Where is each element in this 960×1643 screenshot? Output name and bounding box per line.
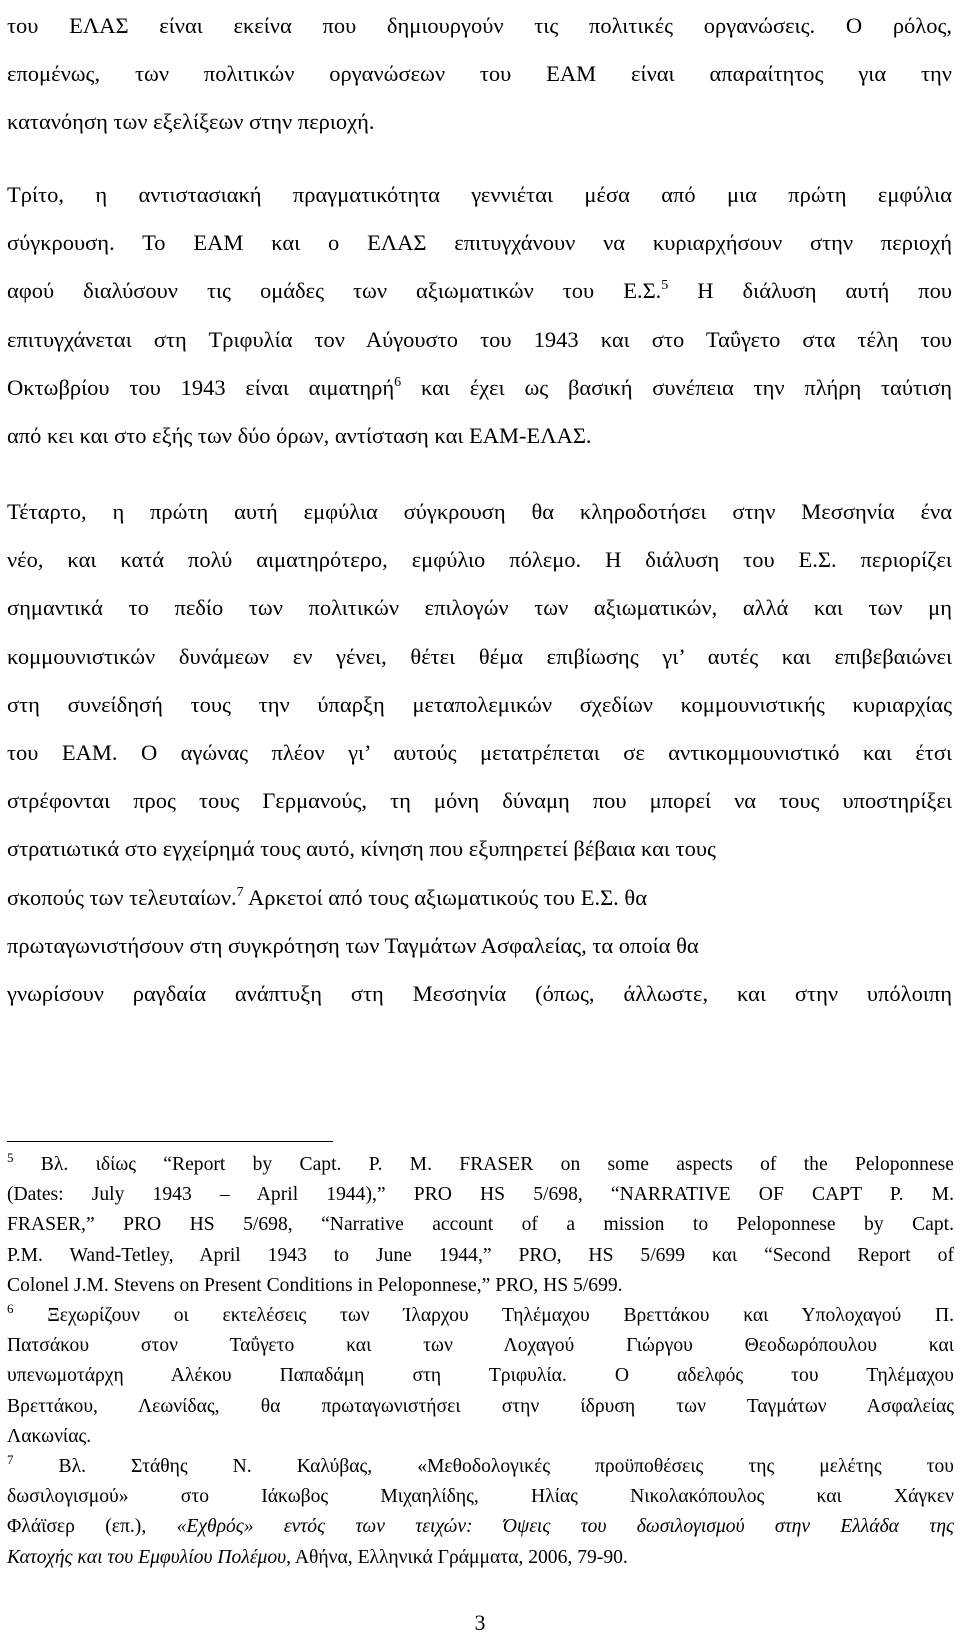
footnote-ref-5[interactable]: 5: [661, 278, 669, 294]
footnote-line: [7, 1150, 954, 1180]
footnote-line: P.M. Wand-Tetley, April 1943 to June 1944,” PRO, HS 5/699 και “Second Report of: [7, 1244, 954, 1266]
text-fragment: αφού διαλύσουν τις ομάδες των αξιωματικών του Ε.Σ.: [7, 278, 662, 304]
paragraph-2: [7, 171, 952, 460]
text-line: σύγκρουση. Το ΕΑΜ και ο ΕΛΑΣ επιτυγχάνουν να κυριαρχήσουν στην περιοχή: [7, 230, 952, 256]
text-line: στρατιωτικά στο εγχείρημά τους αυτό, κίνηση που εξυπηρετεί βέβαια και τους: [7, 836, 716, 862]
footnote-line: Βρεττάκου, Λεωνίδας, θα πρωταγωνιστήσει στην ίδρυση των Ταγμάτων Ασφαλείας: [7, 1395, 954, 1417]
text-line: σημαντικά το πεδίο των πολιτικών επιλογών των αξιωματικών, αλλά και των μη: [7, 595, 952, 621]
text-line: στη συνείδησή τους την ύπαρξη μεταπολεμικών σχεδίων κομμουνιστικής κυριαρχίας: [7, 691, 952, 717]
text-line: κατανόηση των εξελίξεων στην περιοχή.: [7, 109, 375, 135]
text-fragment: Αρκετοί από τους αξιωματικούς του Ε.Σ. θα: [243, 884, 647, 910]
footnote-number: 6: [7, 1301, 14, 1317]
text-fragment: Ξεχωρίζουν οι εκτελέσεις των Ίλαρχου Τηλέμαχου Βρεττάκου και Υπολοχαγού Π.: [13, 1305, 954, 1327]
text-line: [7, 364, 952, 412]
text-line: κομμουνιστικών δυνάμεων εν γένει, θέτει θέμα επιβίωσης γι’ αυτές και επιβεβαιώνει: [7, 643, 952, 669]
text-line: Τρίτο, η αντιστασιακή πραγματικότητα γεννιέται μέσα από μια πρώτη εμφύλια: [7, 182, 952, 207]
footnote-separator: [7, 1141, 333, 1142]
footnote-5: [7, 1150, 954, 1301]
book-title-italic: Κατοχής και του Εμφυλίου Πολέμου: [7, 1546, 287, 1568]
text-line: νέο, και κατά πολύ αιματηρότερο, εμφύλιο πόλεμο. Η διάλυση του Ε.Σ. περιορίζει: [7, 547, 952, 573]
text-fragment: Βλ. Στάθης Ν. Καλύβας, «Μεθοδολογικές προϋποθέσεις της μελέτης του: [13, 1456, 954, 1478]
footnotes: [7, 1150, 954, 1573]
text-line: στρέφονται προς τους Γερμανούς, τη μόνη δύναμη που μπορεί να τους υποστηρίξει: [7, 788, 952, 814]
footnote-line: [7, 1512, 954, 1542]
text-line: [7, 267, 952, 315]
text-line: Τέταρτο, η πρώτη αυτή εμφύλια σύγκρουση θα κληροδοτήσει στην Μεσσηνία ένα: [7, 499, 952, 524]
footnote-line: [7, 1543, 954, 1573]
text-line: του ΕΛΑΣ είναι εκείνα που δημιουργούν τις πολιτικές οργανώσεις. Ο ρόλος,: [7, 13, 952, 38]
text-fragment: Η διάλυση αυτή που: [668, 278, 953, 304]
page-number: 3: [474, 1610, 486, 1635]
text-line: από κει και στο εξής των δύο όρων, αντίσταση και ΕΑΜ-ΕΛΑΣ.: [7, 423, 592, 449]
book-title-italic: «Εχθρός» εντός των τειχών: Όψεις του δωσιλογισμού στην Ελλάδα της: [176, 1516, 954, 1538]
footnote-line: δωσιλογισμού» στο Ιάκωβος Μιχαηλίδης, Ηλίας Νικολακόπουλος και Χάγκεν: [7, 1486, 954, 1508]
footnote-line: FRASER,” PRO HS 5/698, “Narrative account of a mission to Peloponnese by Capt.: [7, 1214, 954, 1236]
footnote-7: [7, 1452, 954, 1573]
footnote-6: [7, 1301, 954, 1452]
footnote-line: [7, 1301, 954, 1331]
text-line: γνωρίσουν ραγδαία ανάπτυξη στη Μεσσηνία (όπως, άλλωστε, και στην υπόλοιπη: [7, 981, 952, 1007]
text-fragment: , Αθήνα, Ελληνικά Γράμματα, 2006, 79-90.: [286, 1546, 628, 1568]
text-line: του ΕΑΜ. Ο αγώνας πλέον γι’ αυτούς μετατρέπεται σε αντικομμουνιστικό και έτσι: [7, 740, 952, 766]
text-fragment: και έχει ως βασική συνέπεια την πλήρη ταύτιση: [401, 374, 952, 400]
footnote-line: Colonel J.M. Stevens on Present Conditions in Peloponnese,” PRO, HS 5/699.: [7, 1274, 623, 1296]
paragraph-1: [7, 2, 952, 147]
footnote-ref-7[interactable]: 7: [236, 884, 244, 900]
text-line: πρωταγωνιστήσουν στη συγκρότηση των Ταγμάτων Ασφαλείας, τα οποία θα: [7, 932, 699, 958]
text-fragment: Βλ. ιδίως “Report by Capt. P. M. FRASER on some aspects of the Peloponnese: [13, 1154, 954, 1175]
text-fragment: σκοπούς των τελευταίων.: [7, 884, 237, 910]
footnote-line: υπενωμοτάρχη Αλέκου Παπαδάμη στη Τριφυλία. Ο αδελφός του Τηλέμαχου: [7, 1365, 954, 1387]
text-fragment: Φλάϊσερ (επ.),: [7, 1516, 177, 1538]
paragraph-3: [7, 488, 952, 1018]
footnote-line: Πατσάκου στον Ταΰγετο και των Λοχαγού Γιώργου Θεοδωρόπουλου και: [7, 1335, 954, 1357]
text-line: επομένως, των πολιτικών οργανώσεων του ΕΑΜ είναι απαραίτητος για την: [7, 61, 952, 87]
text-fragment: Οκτωβρίου του 1943 είναι αιματηρή: [7, 374, 395, 400]
footnote-line: (Dates: July 1943 – April 1944),” PRO HS 5/698, “NARRATIVE OF CAPT P. M.: [7, 1184, 954, 1206]
footnote-ref-6[interactable]: 6: [394, 374, 402, 390]
footnote-number: 5: [7, 1150, 14, 1165]
footnote-number: 7: [7, 1452, 14, 1468]
text-line: επιτυγχάνεται στη Τριφυλία τον Αύγουστο του 1943 και στο Ταΰγετο στα τέλη του: [7, 326, 952, 352]
text-line: [7, 874, 952, 922]
footnote-line: Λακωνίας.: [7, 1425, 92, 1447]
footnote-line: [7, 1452, 954, 1482]
